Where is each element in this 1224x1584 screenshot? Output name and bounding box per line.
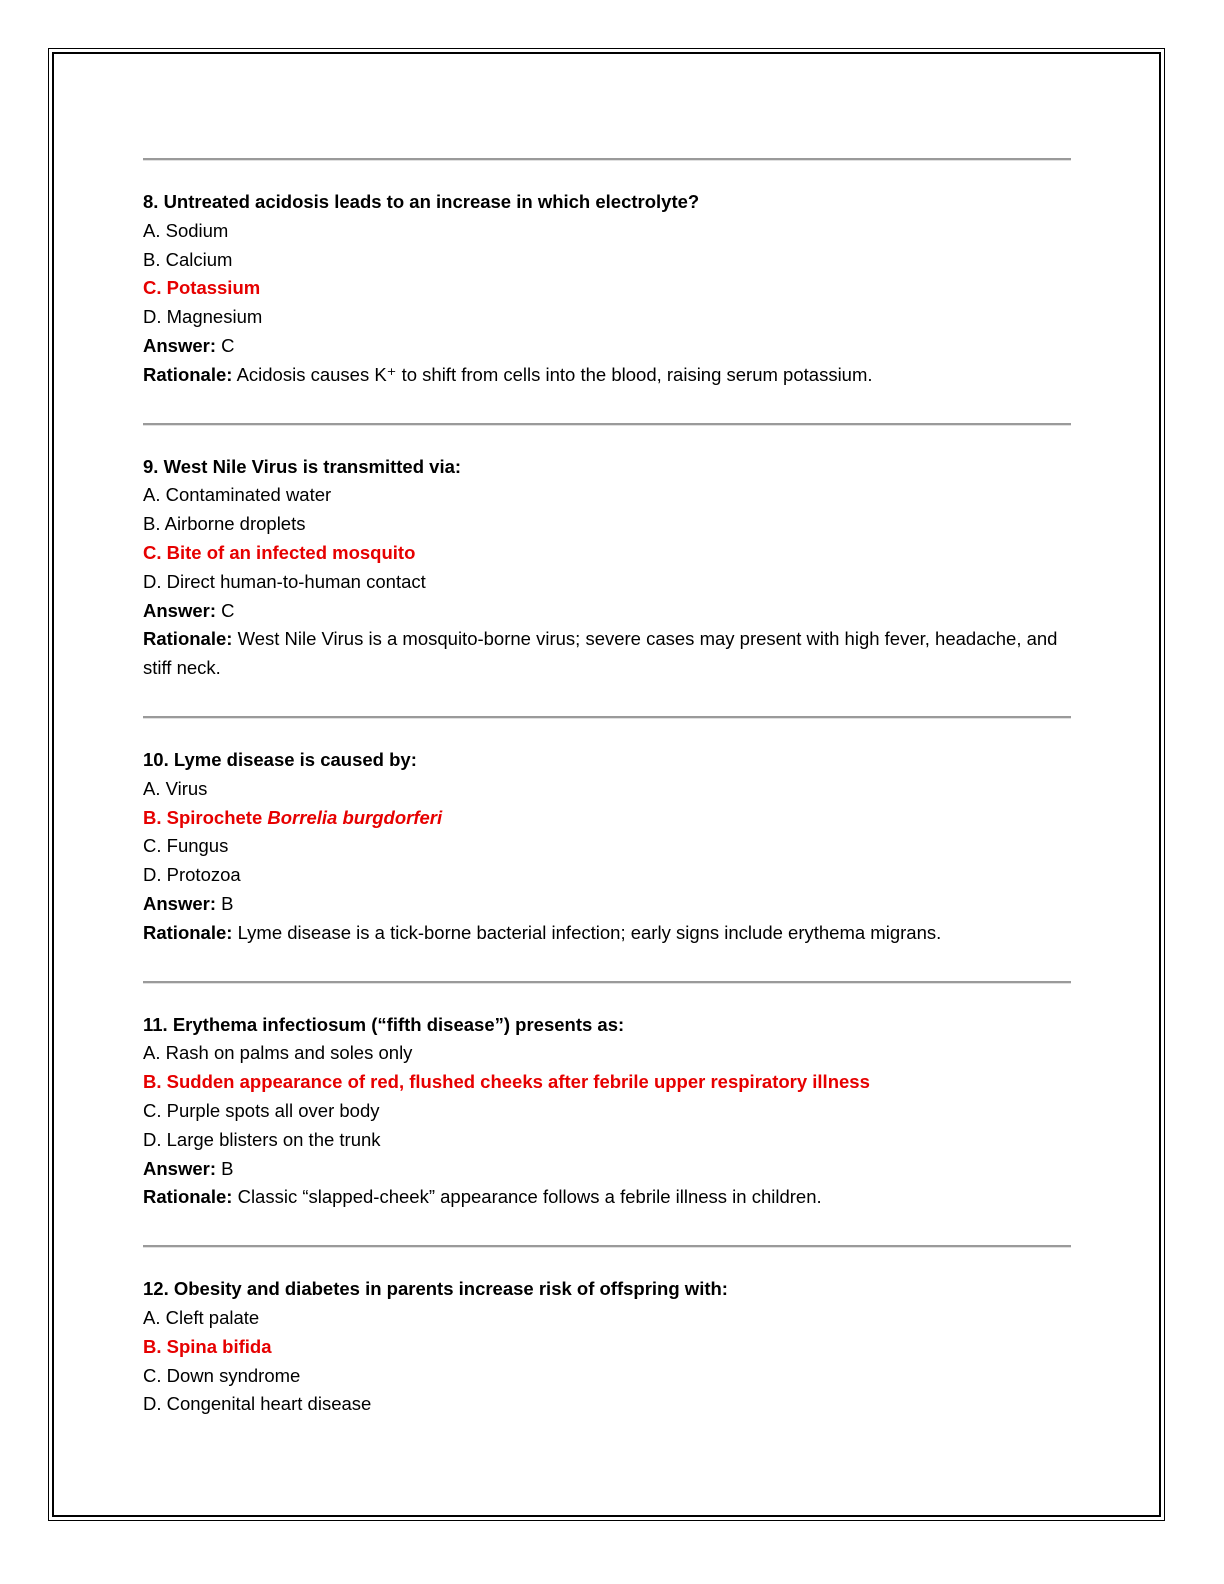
option-c: C. Fungus [143,835,229,857]
answer-line [143,890,1071,919]
option-d: D. Magnesium [143,306,263,328]
question-11 [143,984,1071,1246]
rationale-label: Rationale: [143,628,233,650]
question-title: 8. Untreated acidosis leads to an increase in which electrolyte? [143,191,700,212]
answer-label: Answer: [143,599,216,621]
option-b-correct [143,804,1071,833]
answer-value: B [221,1157,234,1179]
answer-line [143,597,1071,626]
rationale-text: Acidosis causes K⁺ to shift from cells into the blood, raising serum potassium. [236,363,873,385]
option-a: A. Contaminated water [143,484,332,506]
option-d: D. Protozoa [143,864,241,886]
option-d: D. Large blisters on the trunk [143,1128,381,1150]
rationale-text: Lyme disease is a tick-borne bacterial infection; early signs include erythema migrans. [237,921,942,943]
option-a: A. Cleft palate [143,1306,260,1328]
answer-label: Answer: [143,892,216,914]
rationale-text: West Nile Virus is a mosquito-borne virus; severe cases may present with high fever, headache, and stiff neck. [143,628,1058,679]
question-title: 9. West Nile Virus is transmitted via: [143,455,462,477]
option-b: B. Calcium [143,248,233,270]
question-title: 11. Erythema infectiosum (“fifth disease”) presents as: [143,1013,625,1035]
rationale-label: Rationale: [143,1186,233,1208]
rationale-line [143,919,1071,948]
question-9 [143,426,1071,716]
rationale-line [143,625,1071,683]
option-c-correct: C. Potassium [143,277,261,299]
question-12 [143,1248,1071,1452]
option-c: C. Purple spots all over body [143,1099,380,1121]
answer-value: B [221,892,234,914]
option-b-text: B. Spirochete [143,806,263,828]
answer-label: Answer: [143,1157,216,1179]
answer-value: C [221,334,235,356]
answer-value: C [221,599,235,621]
answer-label: Answer: [143,334,216,356]
rationale-label: Rationale: [143,363,233,385]
option-a: A. Sodium [143,219,229,241]
answer-line [143,332,1071,361]
option-b-correct: B. Sudden appearance of red, flushed cheeks after febrile upper respiratory illness [143,1071,870,1093]
rationale-text: Classic “slapped-cheek” appearance follows a febrile illness in children. [237,1186,822,1208]
option-b: B. Airborne droplets [143,513,306,535]
option-c-correct: C. Bite of an infected mosquito [143,541,416,563]
rationale-label: Rationale: [143,921,233,943]
rationale-line [143,1183,1071,1212]
option-b-correct: B. Spina bifida [143,1335,272,1357]
option-a: A. Virus [143,777,208,799]
question-10 [143,719,1071,981]
option-c: C. Down syndrome [143,1364,301,1386]
question-title: 10. Lyme disease is caused by: [143,748,417,770]
question-title: 12. Obesity and diabetes in parents increase risk of offspring with: [143,1278,728,1300]
rationale-line [143,361,1071,390]
option-d: D. Congenital heart disease [143,1393,372,1415]
document-content [143,158,1071,1452]
option-a: A. Rash on palms and soles only [143,1042,413,1064]
option-d: D. Direct human-to-human contact [143,570,426,592]
option-b-italic: Borrelia burgdorferi [267,806,443,828]
answer-line [143,1155,1071,1184]
question-8 [143,161,1071,423]
